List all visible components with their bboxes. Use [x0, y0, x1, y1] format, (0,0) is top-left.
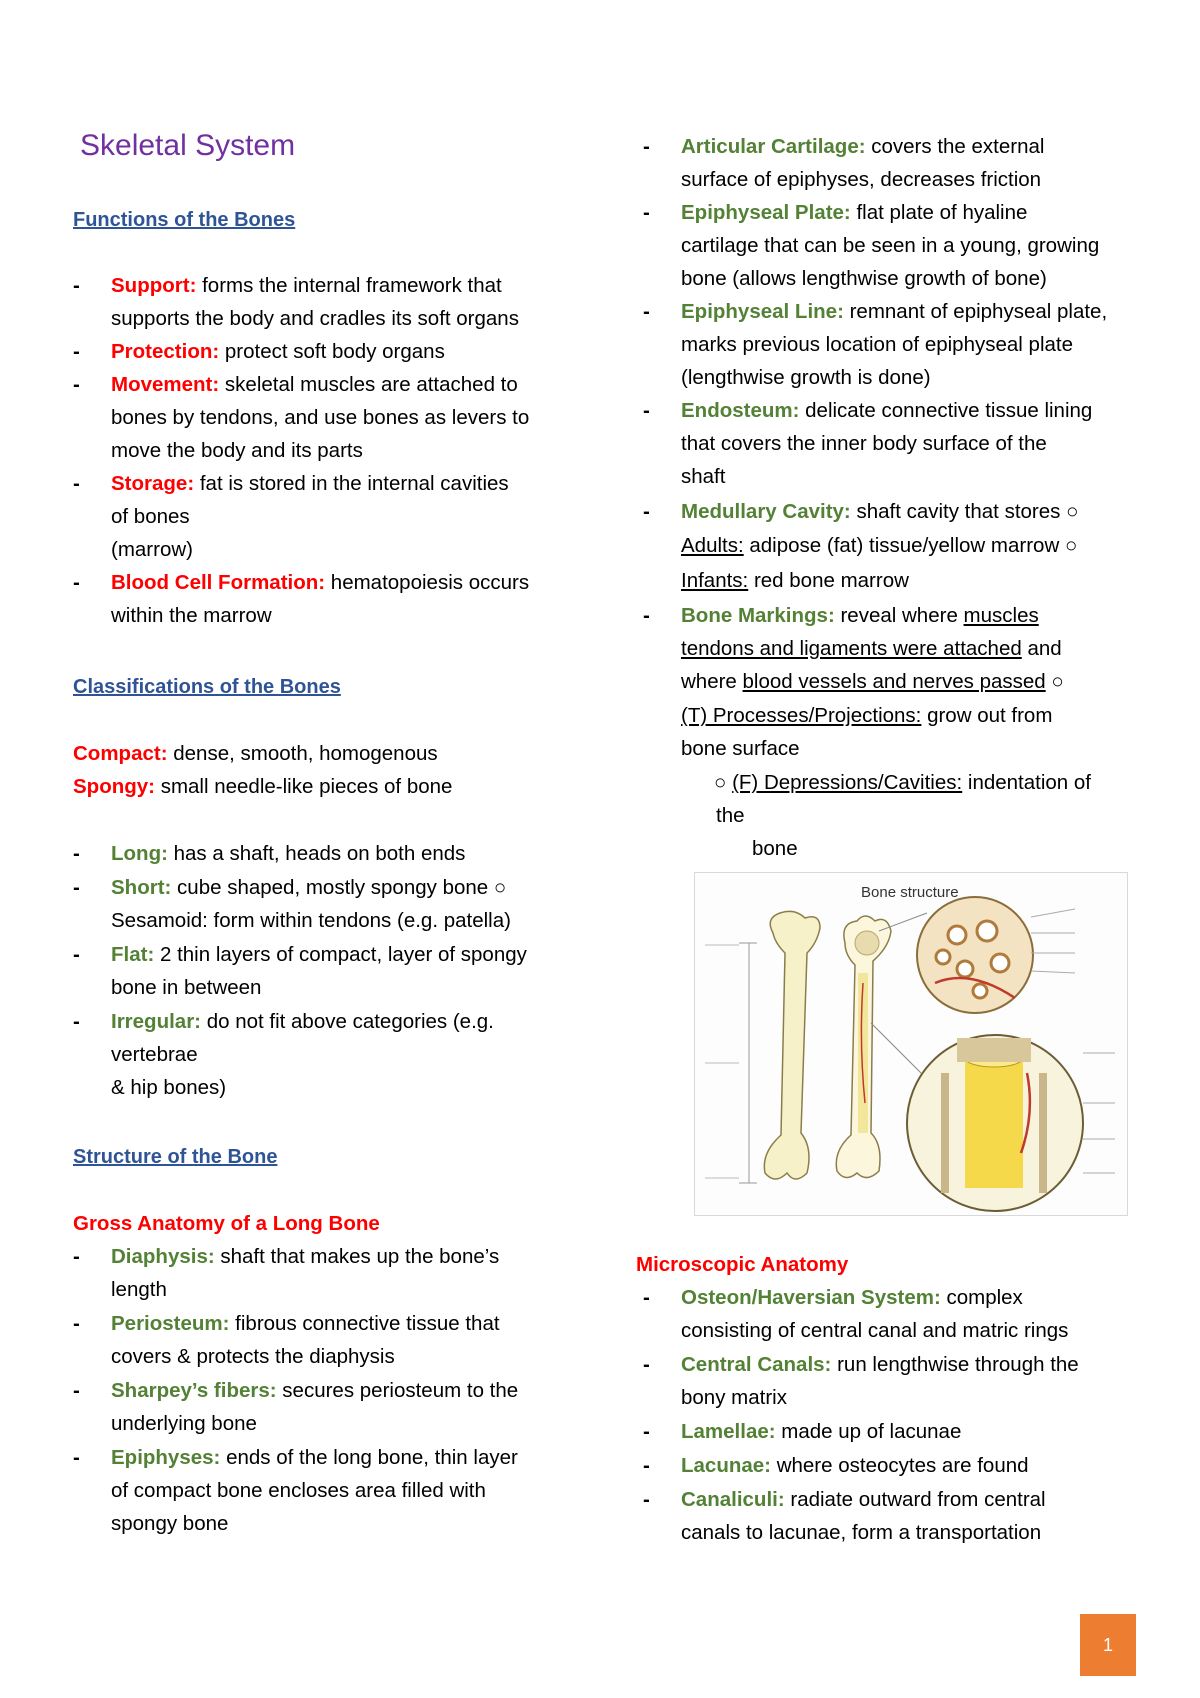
list-item-line	[681, 1488, 1046, 1512]
list-item-text: Sesamoid: form within tendons (e.g. patella)	[111, 909, 511, 932]
bone-structure-figure	[694, 872, 1128, 1216]
list-item-line	[111, 1278, 167, 1302]
processes-text: grow out from	[921, 704, 1053, 727]
list-item-term: Sharpey’s fibers:	[111, 1379, 277, 1402]
list-item-term: Endosteum:	[681, 399, 800, 422]
dash: -	[73, 1245, 80, 1268]
list-item-text: bone (allows lengthwise growth of bone)	[681, 267, 1047, 290]
list-item-term: Epiphyses:	[111, 1446, 221, 1469]
list-item-term: Irregular:	[111, 1010, 201, 1033]
list-item-text: where osteocytes are found	[771, 1454, 1029, 1477]
list-item-line	[681, 135, 1044, 159]
list-item-text: within the marrow	[111, 604, 272, 627]
list-item-term: Canaliculi:	[681, 1488, 785, 1511]
list-item-text: bones by tendons, and use bones as levers to	[111, 406, 530, 429]
list-item-line	[681, 1353, 1079, 1377]
list-item-text: 2 thin layers of compact, layer of spongy	[154, 943, 527, 966]
list-item-term: Flat:	[111, 943, 155, 966]
list-item-text: of bones	[111, 505, 190, 528]
list-item-text: vertebrae	[111, 1043, 198, 1066]
list-item-line	[681, 399, 1092, 423]
list-item-line	[111, 976, 261, 1000]
dash: -	[73, 842, 80, 865]
list-item-term: Central Canals:	[681, 1353, 832, 1376]
list-item-line	[111, 505, 190, 529]
markings-circle: ○	[1045, 670, 1064, 693]
list-item-text: shaft	[681, 465, 726, 488]
compact-line	[73, 742, 438, 766]
list-item-text: hematopoiesis occurs	[325, 571, 530, 594]
list-item-text: canals to lacunae, form a transportation	[681, 1521, 1042, 1544]
adults-label: Adults:	[681, 534, 744, 557]
medullary-text: shaft cavity that stores ○	[850, 500, 1079, 523]
list-item-text: bone in between	[111, 976, 262, 999]
list-item-line	[111, 571, 529, 595]
list-item-text: cube shaped, mostly spongy bone ○	[171, 876, 507, 899]
list-item-term: Periosteum:	[111, 1312, 230, 1335]
list-item-line	[681, 201, 1027, 225]
list-item-line	[681, 432, 1047, 456]
list-item-line	[111, 1345, 395, 1369]
spongy-term: Spongy:	[73, 775, 155, 798]
bone-structure-illustration	[695, 873, 1127, 1215]
list-item-text: length	[111, 1278, 167, 1301]
dash: -	[643, 1420, 650, 1443]
list-item-text: covers & protects the diaphysis	[111, 1345, 395, 1368]
list-item-term: Articular Cartilage:	[681, 135, 866, 158]
processes-term: (T) Processes/Projections:	[681, 704, 922, 727]
page-title: Skeletal System	[80, 129, 296, 162]
list-item-text: run lengthwise through the	[831, 1353, 1079, 1376]
list-item-line	[111, 538, 193, 562]
dash: -	[73, 373, 80, 396]
dash: -	[643, 1454, 650, 1477]
dash: -	[643, 201, 650, 224]
list-item-line	[111, 1076, 226, 1100]
list-item-term: Support:	[111, 274, 197, 297]
depressions-line-3: bone	[752, 837, 798, 860]
processes-line-2: bone surface	[681, 737, 800, 760]
list-item-text: secures periosteum to the	[276, 1379, 519, 1402]
list-item-text: ends of the long bone, thin layer	[220, 1446, 518, 1469]
list-item-term: Storage:	[111, 472, 195, 495]
dash: -	[73, 943, 80, 966]
dash: -	[73, 1379, 80, 1402]
microscopic-heading: Microscopic Anatomy	[636, 1253, 849, 1276]
list-item-text: radiate outward from central	[784, 1488, 1046, 1511]
list-item-term: Long:	[111, 842, 168, 865]
infants-text: red bone marrow	[748, 569, 909, 592]
list-item-line	[681, 1420, 961, 1444]
list-item-line	[681, 333, 1073, 357]
list-item-line	[681, 1286, 1023, 1310]
list-item-term: Protection:	[111, 340, 220, 363]
list-item-line	[681, 366, 931, 390]
depressions-line-2: the	[716, 804, 745, 827]
depressions-line	[714, 771, 1091, 795]
list-item-text: supports the body and cradles its soft organs	[111, 307, 519, 330]
list-item-line	[681, 234, 1099, 258]
dash: -	[643, 135, 650, 158]
list-item-term: Epiphyseal Line:	[681, 300, 844, 323]
list-item-line	[681, 465, 725, 489]
infants-label: Infants:	[681, 569, 749, 592]
list-item-text: cartilage that can be seen in a young, growing	[681, 234, 1100, 257]
list-item-text: complex	[940, 1286, 1023, 1309]
structure-heading: Structure of the Bone	[73, 1146, 278, 1168]
list-item-line	[111, 406, 529, 430]
list-item-line	[111, 604, 272, 628]
markings-vessels: blood vessels and nerves passed	[742, 670, 1046, 693]
list-item-line	[111, 842, 465, 866]
list-item-line	[111, 274, 502, 298]
list-item-text: fibrous connective tissue that	[229, 1312, 500, 1335]
functions-heading: Functions of the Bones	[73, 209, 296, 231]
dash: -	[73, 340, 80, 363]
markings-text: reveal where	[834, 604, 964, 627]
list-item-text: move the body and its parts	[111, 439, 363, 462]
dash: -	[643, 300, 650, 323]
list-item-line	[111, 1412, 257, 1436]
dash: -	[73, 1446, 80, 1469]
list-item-text: consisting of central canal and matric rings	[681, 1319, 1069, 1342]
list-item-line	[111, 1512, 228, 1536]
list-item-line	[111, 307, 519, 331]
list-item-text: covers the external	[865, 135, 1045, 158]
list-item-term: Osteon/Haversian System:	[681, 1286, 941, 1309]
list-item-line	[681, 1521, 1041, 1545]
dash: -	[643, 1353, 650, 1376]
list-item-line	[111, 340, 445, 364]
list-item-term: Blood Cell Formation:	[111, 571, 326, 594]
dash: -	[73, 876, 80, 899]
list-item-term: Lamellae:	[681, 1420, 776, 1443]
list-item-line	[111, 909, 511, 933]
dash: -	[73, 1312, 80, 1335]
list-item-line	[681, 1454, 1029, 1478]
list-item-line	[111, 1479, 486, 1503]
dash: -	[643, 1488, 650, 1511]
depressions-text: indentation of	[962, 771, 1091, 794]
processes-line	[681, 704, 1052, 728]
list-item-text: spongy bone	[111, 1512, 229, 1535]
list-item-line	[111, 439, 363, 463]
list-item-line	[111, 1312, 500, 1336]
list-item-text: & hip bones)	[111, 1076, 227, 1099]
list-item-text: bony matrix	[681, 1386, 787, 1409]
list-item-line	[111, 472, 509, 496]
list-item-text: fat is stored in the internal cavities	[194, 472, 509, 495]
gross-anatomy-heading: Gross Anatomy of a Long Bone	[73, 1212, 380, 1235]
list-item-line	[111, 1043, 198, 1067]
dash: -	[643, 1286, 650, 1309]
dash: -	[643, 604, 650, 627]
depressions-term: (F) Depressions/Cavities:	[732, 771, 963, 794]
markings-tendons: tendons and ligaments were attached	[681, 637, 1022, 660]
list-item-line	[111, 1446, 518, 1470]
list-item-text: (lengthwise growth is done)	[681, 366, 931, 389]
depressions-bullet: ○	[714, 771, 733, 794]
list-item-text: made up of lacunae	[775, 1420, 962, 1443]
dash: -	[73, 472, 80, 495]
list-item-text: (marrow)	[111, 538, 193, 561]
list-item-text: underlying bone	[111, 1412, 257, 1435]
list-item-text: protect soft body organs	[219, 340, 445, 363]
list-item-text: of compact bone encloses area filled with	[111, 1479, 486, 1502]
list-item-text: skeletal muscles are attached to	[219, 373, 518, 396]
dash: -	[73, 274, 80, 297]
list-item-line	[111, 1010, 494, 1034]
page-number: 1	[1080, 1614, 1136, 1676]
list-item-text: remnant of epiphyseal plate,	[843, 300, 1108, 323]
classifications-heading: Classifications of the Bones	[73, 676, 341, 698]
list-item-term: Movement:	[111, 373, 220, 396]
list-item-text: has a shaft, heads on both ends	[167, 842, 466, 865]
list-item-line	[681, 168, 1041, 192]
list-item-text: flat plate of hyaline	[850, 201, 1028, 224]
medullary-line	[681, 500, 1078, 524]
infants-line	[681, 569, 909, 593]
spongy-line	[73, 775, 452, 799]
markings-line-3	[681, 670, 1064, 694]
dash: -	[73, 571, 80, 594]
list-item-line	[681, 300, 1107, 324]
markings-muscles: muscles	[963, 604, 1039, 627]
list-item-term: Epiphyseal Plate:	[681, 201, 851, 224]
list-item-text: do not fit above categories (e.g.	[201, 1010, 494, 1033]
list-item-text: marks previous location of epiphyseal plate	[681, 333, 1073, 356]
list-item-line	[681, 1386, 787, 1410]
list-item-text: delicate connective tissue lining	[799, 399, 1093, 422]
spongy-text: small needle-like pieces of bone	[155, 775, 453, 798]
dash: -	[643, 399, 650, 422]
list-item-line	[111, 876, 506, 900]
list-item-line	[111, 943, 527, 967]
list-item-term: Diaphysis:	[111, 1245, 215, 1268]
list-item-line	[681, 267, 1047, 291]
markings-and: and	[1021, 637, 1062, 660]
list-item-text: that covers the inner body surface of the	[681, 432, 1047, 455]
compact-term: Compact:	[73, 742, 168, 765]
adults-line	[681, 534, 1077, 558]
dash: -	[643, 500, 650, 523]
compact-text: dense, smooth, homogenous	[167, 742, 438, 765]
list-item-term: Short:	[111, 876, 172, 899]
list-item-text: forms the internal framework that	[196, 274, 502, 297]
list-item-text: surface of epiphyses, decreases friction	[681, 168, 1042, 191]
markings-term: Bone Markings:	[681, 604, 835, 627]
list-item-term: Lacunae:	[681, 1454, 771, 1477]
list-item-line	[111, 1245, 499, 1269]
dash: -	[73, 1010, 80, 1033]
medullary-term: Medullary Cavity:	[681, 500, 851, 523]
list-item-line	[681, 1319, 1068, 1343]
markings-where: where	[681, 670, 743, 693]
list-item-line	[111, 1379, 518, 1403]
markings-line-1	[681, 604, 1039, 628]
adults-text: adipose (fat) tissue/yellow marrow ○	[743, 534, 1078, 557]
figure-title: Bone structure	[861, 884, 959, 901]
markings-line-2	[681, 637, 1062, 661]
list-item-line	[111, 373, 518, 397]
list-item-text: shaft that makes up the bone’s	[214, 1245, 500, 1268]
